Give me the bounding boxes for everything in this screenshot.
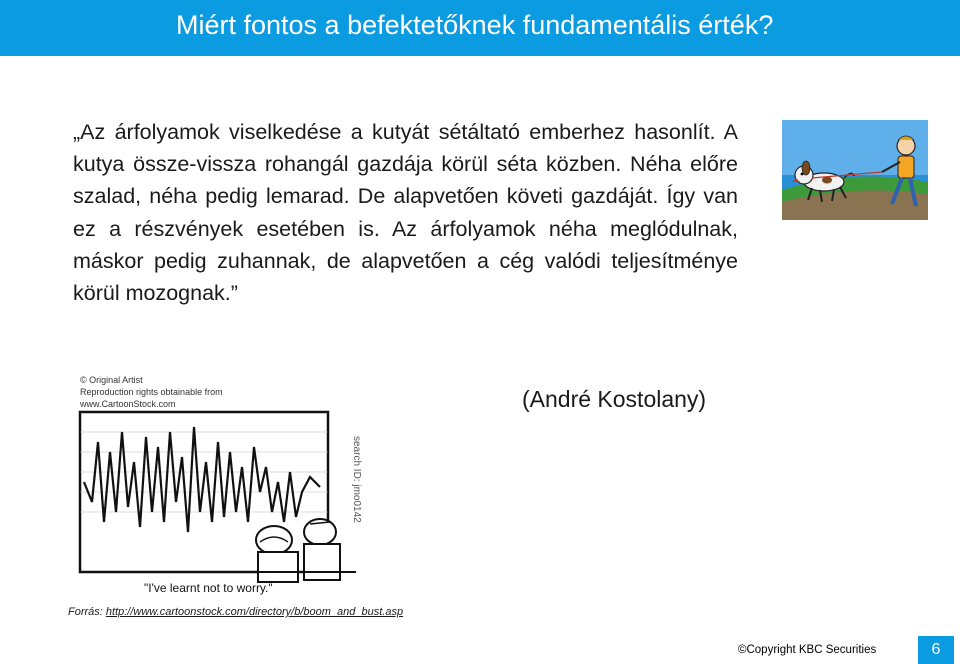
cartoon-caption: "I've learnt not to worry." (144, 581, 273, 595)
source-line (68, 606, 403, 618)
copyright-text: ©Copyright KBC Securities (738, 644, 877, 656)
dog-walking-image (782, 120, 928, 220)
stock-chart-cartoon (74, 372, 366, 600)
source-label: Forrás: (68, 606, 103, 618)
page-number: 6 (918, 636, 954, 664)
cartoon-watermark-line1: © Original Artist (80, 375, 143, 385)
quote-text: „Az árfolyamok viselkedése a kutyát sétáltató emberhez hasonlít. A kutya össze-vissza rohangál gazdája körül séta közben. Néha előre szalad, néha pedig lemarad. De alapvetően követi gazdáját. Így van ez a részvények esetében is. Az árfolyamok néha meglódulnak, máskor pedig zuhannak, de alapvetően a cég valódi teljesítménye körül mozognak.” (73, 120, 738, 306)
cartoon-watermark-line3: www.CartoonStock.com (80, 399, 176, 409)
cartoon-watermark-line2: Reproduction rights obtainable from (80, 387, 223, 397)
title-bar (0, 0, 960, 56)
quote-author: (André Kostolany) (522, 386, 707, 412)
source-link[interactable]: http://www.cartoonstock.com/directory/b/boom_and_bust.asp (105, 606, 404, 618)
slide-title: Miért fontos a befektetőknek fundamentális érték? (176, 10, 774, 40)
cartoon-search-id: search ID: jmo0142 (351, 436, 362, 523)
